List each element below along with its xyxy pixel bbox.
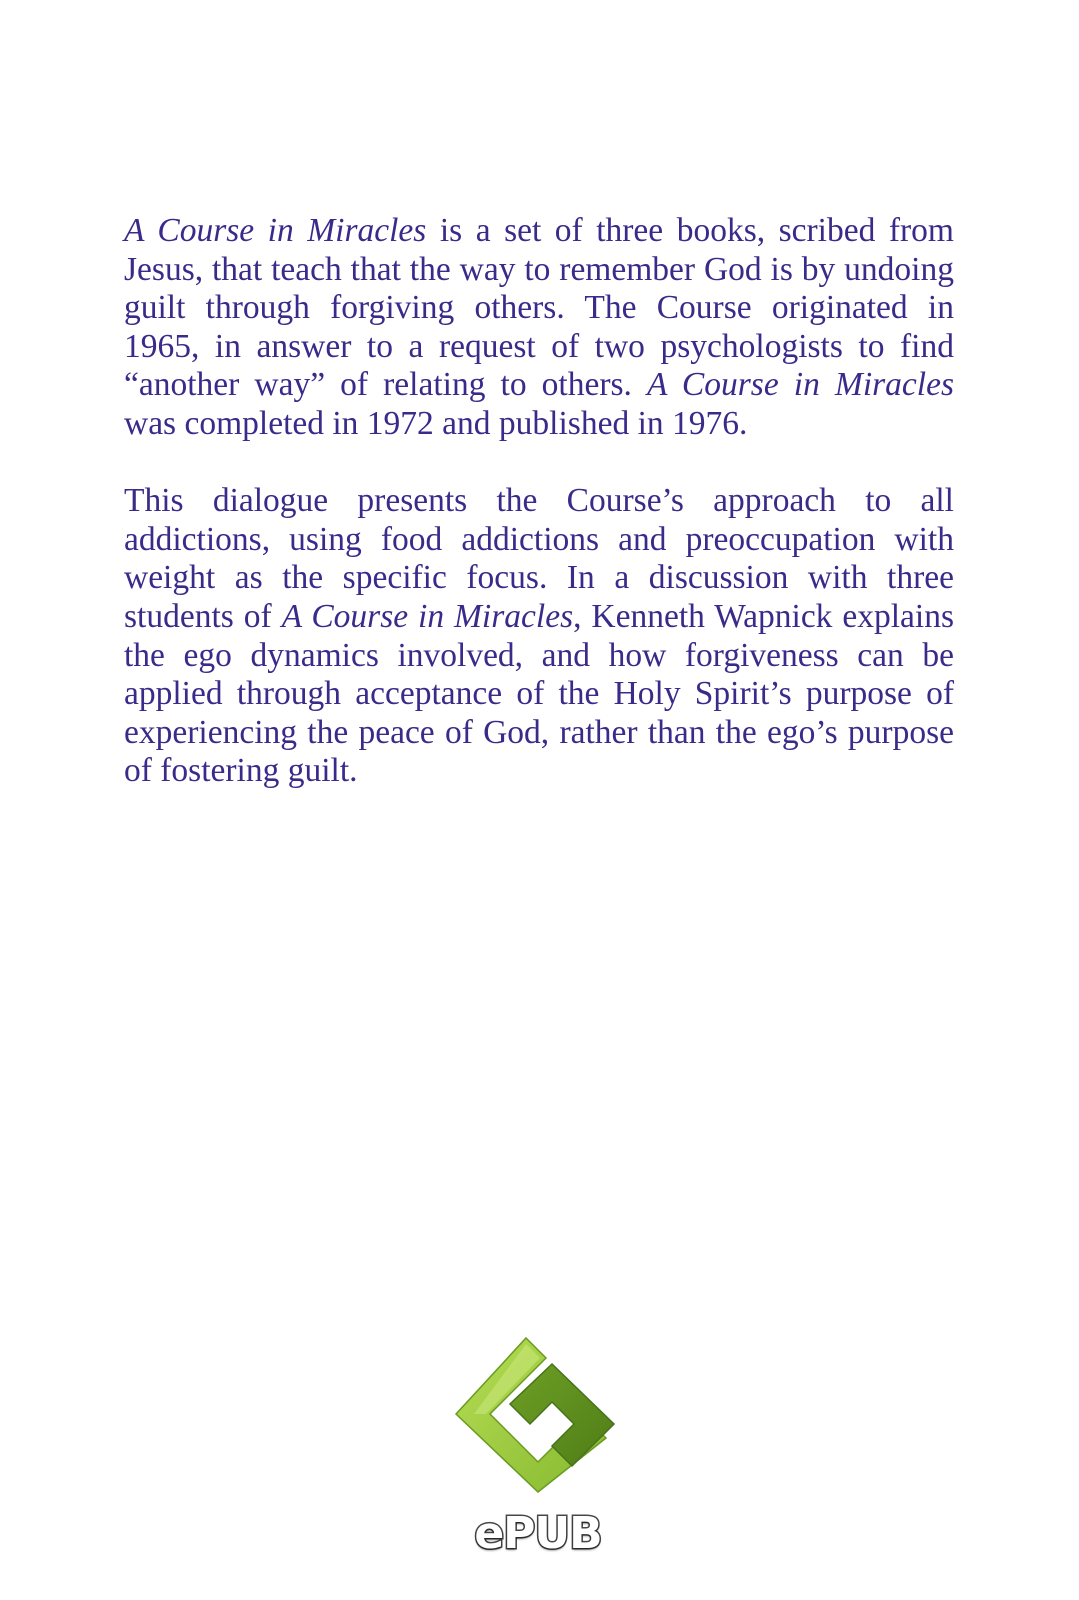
description-paragraph-1 [124, 212, 954, 444]
epub-logo [448, 1330, 628, 1560]
book-title-italic: A Course in Miracles [281, 597, 574, 635]
paragraph-1-text-a: is a set of three books, scribed from Jesus, that teach that the way to remember God is by undoing guilt through forgiving others. The Course originated in 1965, in answer to a request of two psychologists to find “another way” of relating to others. [124, 212, 954, 404]
description-text [124, 212, 954, 791]
description-paragraph-2 [124, 482, 954, 791]
epub-logo-label: ePUB [474, 1508, 602, 1559]
paragraph-1-text-b: was completed in 1972 and published in 1976. [124, 404, 748, 442]
book-title-italic: A Course in Miracles [646, 366, 954, 404]
book-title-italic: A Course in Miracles [124, 212, 427, 249]
paragraph-2-text-b: , Kenneth Wapnick explains the ego dynamics involved, and how forgiveness can be applied through acceptance of the Holy Spirit’s purpose of experiencing the peace of God, rather than the ego’s purpose of fostering guilt. [124, 597, 954, 790]
epub-logo-icon [448, 1330, 628, 1500]
paragraph-2-text-a: This dialogue presents the Course’s approach to all addictions, using food addictions and preoccupation with weight as the specific focus. In a discussion with three students of [124, 482, 954, 635]
